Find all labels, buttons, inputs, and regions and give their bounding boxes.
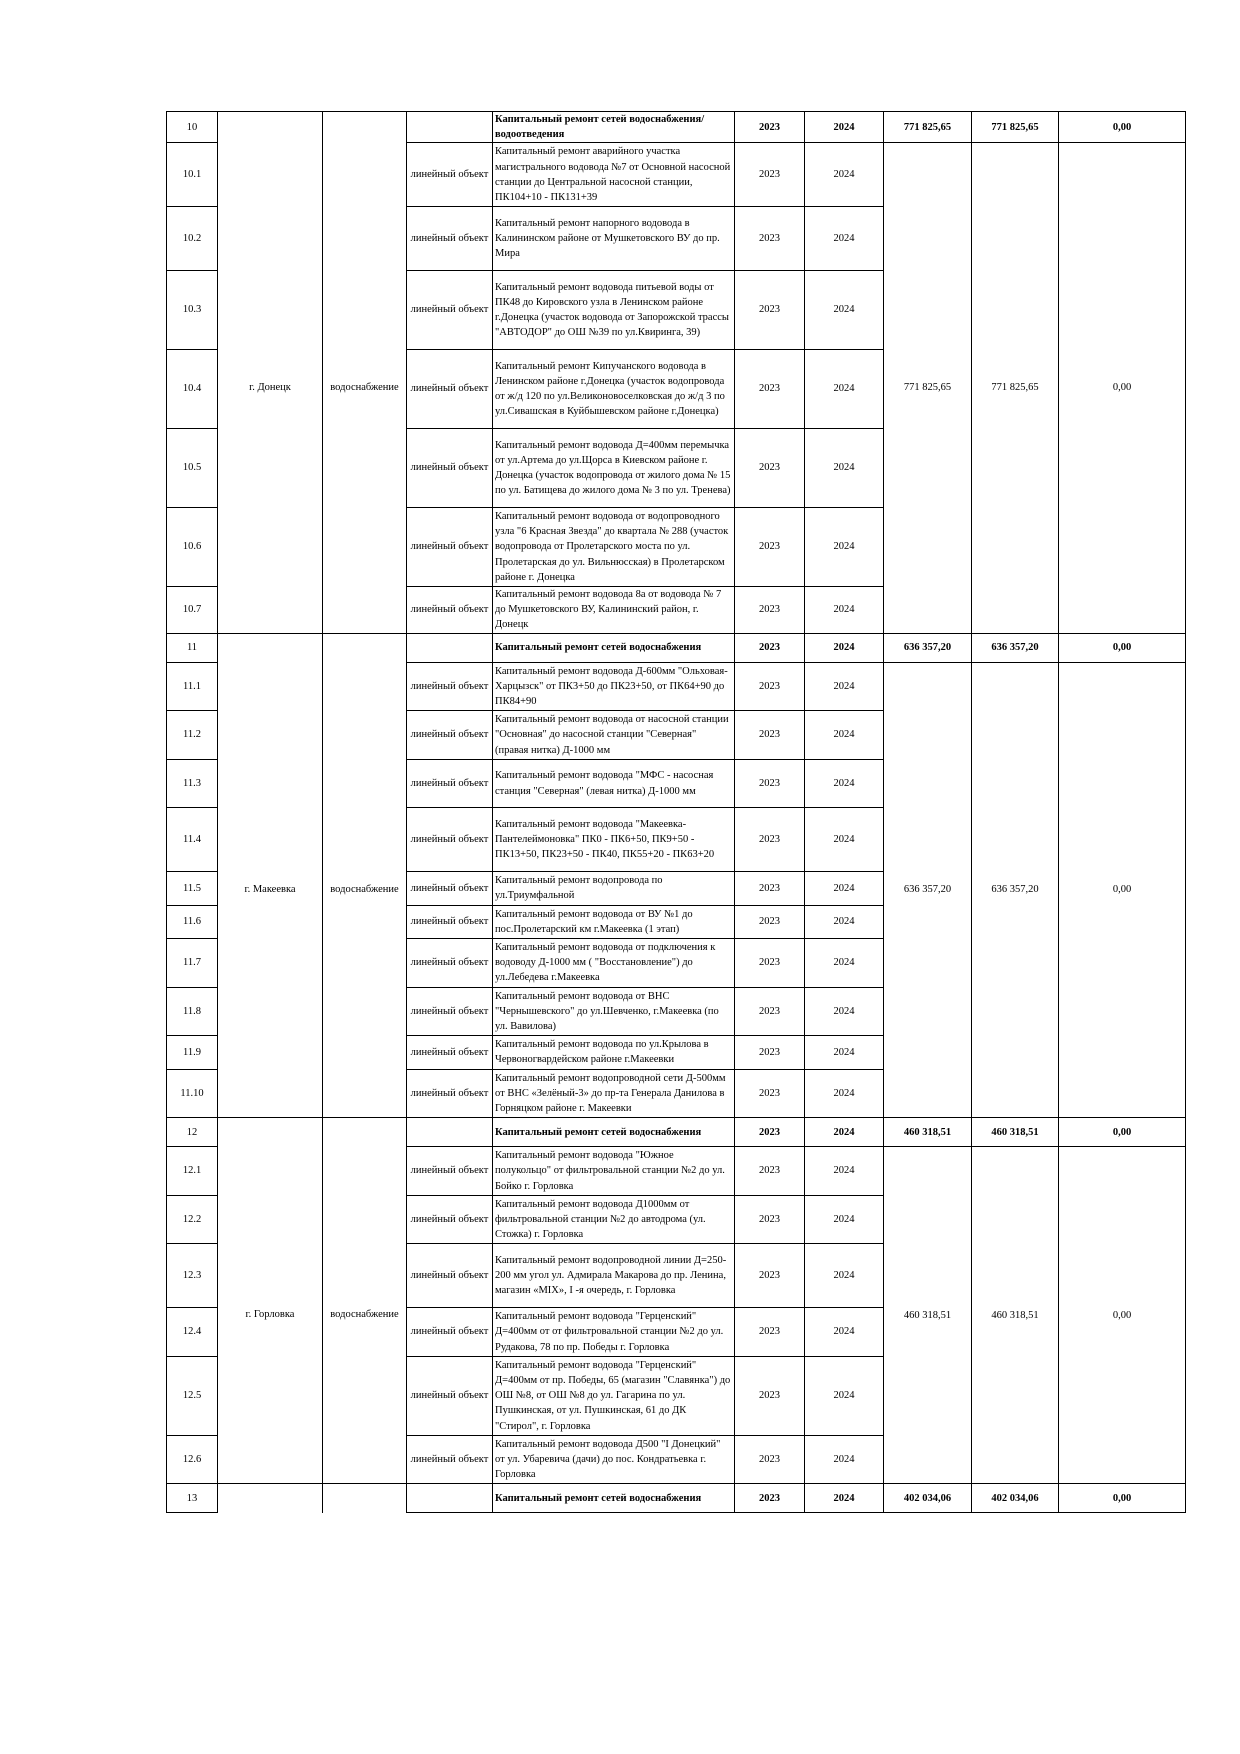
row-number: 12.6 — [167, 1435, 218, 1484]
row-number: 12.4 — [167, 1308, 218, 1357]
table-row — [167, 1147, 1186, 1196]
city-name: г. Горловка — [218, 1147, 323, 1484]
merged-sum-c: 0,00 — [1059, 1147, 1186, 1484]
year-end: 2024 — [805, 938, 884, 987]
year-start: 2023 — [735, 1195, 805, 1244]
city-cell-top — [218, 1484, 323, 1513]
work-description: Капитальный ремонт Кипучанского водовода в Ленинском районе г.Донецка (участок водопровода от ж/д 120 по ул.Великоновоселковская до ж/д 3 по ул.Сивашская в Куйбышевском районе г.Донецка) — [493, 350, 735, 429]
group-year-start: 2023 — [735, 633, 805, 662]
row-number: 11.10 — [167, 1069, 218, 1118]
city-cell-top — [218, 1118, 323, 1147]
row-number: 11.2 — [167, 711, 218, 760]
object-type: линейный объект — [407, 429, 493, 508]
year-end: 2024 — [805, 905, 884, 938]
year-end: 2024 — [805, 1147, 884, 1196]
group-sum-b: 460 318,51 — [972, 1118, 1059, 1147]
group-year-start: 2023 — [735, 112, 805, 143]
capital-repair-table — [166, 111, 1186, 1513]
object-type: линейный объект — [407, 711, 493, 760]
object-type: линейный объект — [407, 905, 493, 938]
table-row — [167, 662, 1186, 711]
work-description: Капитальный ремонт водовода по ул.Крылова в Червоногвардейском районе г.Макеевки — [493, 1036, 735, 1069]
merged-sum-b: 460 318,51 — [972, 1147, 1059, 1484]
group-year-start: 2023 — [735, 1484, 805, 1513]
category-cell-top — [323, 1118, 407, 1147]
row-number: 12.3 — [167, 1244, 218, 1308]
group-heading: Капитальный ремонт сетей водоснабжения — [493, 633, 735, 662]
year-end: 2024 — [805, 587, 884, 634]
year-start: 2023 — [735, 207, 805, 271]
object-type: линейный объект — [407, 1244, 493, 1308]
year-end: 2024 — [805, 1244, 884, 1308]
row-number: 10.2 — [167, 207, 218, 271]
year-end: 2024 — [805, 759, 884, 808]
row-number: 11.1 — [167, 662, 218, 711]
type-cell-empty — [407, 112, 493, 143]
row-number: 10.6 — [167, 508, 218, 587]
year-start: 2023 — [735, 759, 805, 808]
work-description: Капитальный ремонт водопроводной сети Д-500мм от ВНС «Зелёный-3» до пр-та Генерала Данилова в Горняцком районе г. Макеевки — [493, 1069, 735, 1118]
year-end: 2024 — [805, 350, 884, 429]
city-cell-top — [218, 633, 323, 662]
table-row — [167, 143, 1186, 207]
object-type: линейный объект — [407, 350, 493, 429]
year-end: 2024 — [805, 271, 884, 350]
year-start: 2023 — [735, 808, 805, 872]
work-description: Капитальный ремонт водовода "Герценский" Д=400мм от от фильтровальной станции №2 до ул. Рудакова, 78 по пр. Победы г. Горловка — [493, 1308, 735, 1357]
group-header-row — [167, 633, 1186, 662]
work-description: Капитальный ремонт водовода "Макеевка-Пантелеймоновка" ПК0 - ПК6+50, ПК9+50 - ПК13+50, ПК23+50 - ПК40, ПК55+20 - ПК63+20 — [493, 808, 735, 872]
merged-sum-a: 771 825,65 — [884, 143, 972, 633]
year-end: 2024 — [805, 207, 884, 271]
row-number: 11.8 — [167, 987, 218, 1036]
work-description: Капитальный ремонт водопровода по ул.Триумфальной — [493, 872, 735, 905]
object-type: линейный объект — [407, 808, 493, 872]
city-name: г. Донецк — [218, 143, 323, 633]
city-name: г. Макеевка — [218, 662, 323, 1118]
object-type: линейный объект — [407, 207, 493, 271]
year-start: 2023 — [735, 429, 805, 508]
row-number: 10.1 — [167, 143, 218, 207]
group-sum-c: 0,00 — [1059, 1484, 1186, 1513]
year-start: 2023 — [735, 587, 805, 634]
merged-sum-a: 460 318,51 — [884, 1147, 972, 1484]
year-start: 2023 — [735, 1435, 805, 1484]
group-header-row — [167, 1484, 1186, 1513]
row-number: 10.4 — [167, 350, 218, 429]
row-number: 11.3 — [167, 759, 218, 808]
work-description: Капитальный ремонт водовода Д=400мм перемычка от ул.Артема до ул.Щорса в Киевском районе г. Донецка (участок водопровода от жилого дома № 15 по ул. Батищева до жилого дома № 3 по ул. Тренева) — [493, 429, 735, 508]
year-end: 2024 — [805, 808, 884, 872]
year-start: 2023 — [735, 938, 805, 987]
year-start: 2023 — [735, 711, 805, 760]
group-header-row — [167, 1118, 1186, 1147]
group-sum-b: 771 825,65 — [972, 112, 1059, 143]
year-start: 2023 — [735, 662, 805, 711]
merged-sum-c: 0,00 — [1059, 662, 1186, 1118]
object-type: линейный объект — [407, 271, 493, 350]
object-type: линейный объект — [407, 938, 493, 987]
work-description: Капитальный ремонт водовода Д1000мм от фильтровальной станции №2 до автодрома (ул. Стожка) г. Горловка — [493, 1195, 735, 1244]
category-cell-top — [323, 112, 407, 143]
year-end: 2024 — [805, 429, 884, 508]
object-type: линейный объект — [407, 1069, 493, 1118]
group-heading: Капитальный ремонт сетей водоснабжения — [493, 1118, 735, 1147]
year-start: 2023 — [735, 987, 805, 1036]
category-name: водоснабжение — [323, 143, 407, 633]
work-description: Капитальный ремонт водовода "Южное полукольцо" от фильтровальной станции №2 до ул. Бойко г. Горловка — [493, 1147, 735, 1196]
row-number: 11.9 — [167, 1036, 218, 1069]
year-end: 2024 — [805, 1195, 884, 1244]
work-description: Капитальный ремонт водовода от ВУ №1 до пос.Пролетарский км г.Макеевка (1 этап) — [493, 905, 735, 938]
group-sum-a: 460 318,51 — [884, 1118, 972, 1147]
group-sum-a: 636 357,20 — [884, 633, 972, 662]
object-type: линейный объект — [407, 1356, 493, 1435]
year-end: 2024 — [805, 1036, 884, 1069]
work-description: Капитальный ремонт водовода от насосной станции "Основная" до насосной станции "Северная" (правая нитка) Д-1000 мм — [493, 711, 735, 760]
city-cell-top — [218, 112, 323, 143]
merged-sum-a: 636 357,20 — [884, 662, 972, 1118]
group-year-start: 2023 — [735, 1118, 805, 1147]
work-description: Капитальный ремонт водовода Д500 "I Донецкий" от ул. Убаревича (дачи) до пос. Кондратьевка г. Горловка — [493, 1435, 735, 1484]
type-cell-empty — [407, 1484, 493, 1513]
work-description: Капитальный ремонт аварийного участка магистрального водовода №7 от Основной насосной станции до Центральной насосной станции, ПК104+10 - ПК131+39 — [493, 143, 735, 207]
work-description: Капитальный ремонт водовода от водопроводного узла "6 Красная Звезда" до квартала № 288 (участок водопровода от Пролетарского моста по ул. Пролетарская до ул. Вильнюсская) в Пролетарском районе г. Донецка — [493, 508, 735, 587]
merged-sum-b: 636 357,20 — [972, 662, 1059, 1118]
year-start: 2023 — [735, 143, 805, 207]
work-description: Капитальный ремонт водопроводной линии Д=250-200 мм угол ул. Адмирала Макарова до пр. Ленина, магазин «MIX», I -я очередь, г. Горловка — [493, 1244, 735, 1308]
object-type: линейный объект — [407, 587, 493, 634]
year-end: 2024 — [805, 711, 884, 760]
group-sum-c: 0,00 — [1059, 112, 1186, 143]
year-start: 2023 — [735, 508, 805, 587]
row-number: 10.5 — [167, 429, 218, 508]
row-number: 12.2 — [167, 1195, 218, 1244]
object-type: линейный объект — [407, 1036, 493, 1069]
group-number: 10 — [167, 112, 218, 143]
year-end: 2024 — [805, 143, 884, 207]
row-number: 11.5 — [167, 872, 218, 905]
year-start: 2023 — [735, 1356, 805, 1435]
object-type: линейный объект — [407, 662, 493, 711]
object-type: линейный объект — [407, 987, 493, 1036]
group-sum-a: 771 825,65 — [884, 112, 972, 143]
group-sum-c: 0,00 — [1059, 1118, 1186, 1147]
work-description: Капитальный ремонт водовода 8а от водовода № 7 до Мушкетовского ВУ, Калининский район, г. Донецк — [493, 587, 735, 634]
year-start: 2023 — [735, 905, 805, 938]
work-description: Капитальный ремонт напорного водовода в Калининском районе от Мушкетовского ВУ до пр. Мира — [493, 207, 735, 271]
year-end: 2024 — [805, 1435, 884, 1484]
group-sum-c: 0,00 — [1059, 633, 1186, 662]
year-start: 2023 — [735, 1308, 805, 1357]
work-description: Капитальный ремонт водовода "МФС - насосная станция "Северная" (левая нитка) Д-1000 мм — [493, 759, 735, 808]
type-cell-empty — [407, 1118, 493, 1147]
object-type: линейный объект — [407, 1308, 493, 1357]
category-cell-top — [323, 1484, 407, 1513]
year-end: 2024 — [805, 1069, 884, 1118]
row-number: 11.7 — [167, 938, 218, 987]
type-cell-empty — [407, 633, 493, 662]
year-start: 2023 — [735, 1244, 805, 1308]
group-number: 12 — [167, 1118, 218, 1147]
row-number: 10.7 — [167, 587, 218, 634]
group-sum-b: 636 357,20 — [972, 633, 1059, 662]
year-start: 2023 — [735, 1147, 805, 1196]
work-description: Капитальный ремонт водовода "Герценский" Д=400мм от пр. Победы, 65 (магазин "Славянка") до ОШ №8, от ОШ №8 до ул. Гагарина по ул. Пушкинская, от ул. Пушкинская, 61 до ДК "Стирол", г. Горловка — [493, 1356, 735, 1435]
merged-sum-c: 0,00 — [1059, 143, 1186, 633]
group-heading: Капитальный ремонт сетей водоснабжения/водоотведения — [493, 112, 735, 143]
year-start: 2023 — [735, 1069, 805, 1118]
group-year-end: 2024 — [805, 633, 884, 662]
group-heading: Капитальный ремонт сетей водоснабжения — [493, 1484, 735, 1513]
object-type: линейный объект — [407, 143, 493, 207]
row-number: 12.5 — [167, 1356, 218, 1435]
work-description: Капитальный ремонт водовода питьевой воды от ПК48 до Кировского узла в Ленинском районе г.Донецка (участок водовода от Запорожской трассы "АВТОДОР" до ОШ №39 по ул.Квиринга, 39) — [493, 271, 735, 350]
group-sum-b: 402 034,06 — [972, 1484, 1059, 1513]
year-end: 2024 — [805, 508, 884, 587]
group-sum-a: 402 034,06 — [884, 1484, 972, 1513]
year-start: 2023 — [735, 271, 805, 350]
object-type: линейный объект — [407, 759, 493, 808]
group-year-end: 2024 — [805, 112, 884, 143]
object-type: линейный объект — [407, 1147, 493, 1196]
year-end: 2024 — [805, 1308, 884, 1357]
object-type: линейный объект — [407, 1435, 493, 1484]
group-header-row — [167, 112, 1186, 143]
merged-sum-b: 771 825,65 — [972, 143, 1059, 633]
year-end: 2024 — [805, 662, 884, 711]
year-end: 2024 — [805, 987, 884, 1036]
group-number: 11 — [167, 633, 218, 662]
category-name: водоснабжение — [323, 1147, 407, 1484]
object-type: линейный объект — [407, 1195, 493, 1244]
year-end: 2024 — [805, 1356, 884, 1435]
row-number: 11.6 — [167, 905, 218, 938]
category-name: водоснабжение — [323, 662, 407, 1118]
work-description: Капитальный ремонт водовода от ВНС "Чернышевского" до ул.Шевченко, г.Макеевка (по ул. Вавилова) — [493, 987, 735, 1036]
row-number: 10.3 — [167, 271, 218, 350]
object-type: линейный объект — [407, 872, 493, 905]
year-start: 2023 — [735, 350, 805, 429]
group-year-end: 2024 — [805, 1484, 884, 1513]
year-end: 2024 — [805, 872, 884, 905]
year-start: 2023 — [735, 1036, 805, 1069]
group-year-end: 2024 — [805, 1118, 884, 1147]
row-number: 11.4 — [167, 808, 218, 872]
object-type: линейный объект — [407, 508, 493, 587]
work-description: Капитальный ремонт водовода от подключения к водоводу Д-1000 мм ( "Восстановление") до ул.Лебедева г.Макеевка — [493, 938, 735, 987]
year-start: 2023 — [735, 872, 805, 905]
group-number: 13 — [167, 1484, 218, 1513]
work-description: Капитальный ремонт водовода Д-600мм "Ольховая-Харцызск" от ПК3+50 до ПК23+50, от ПК64+90 до ПК84+90 — [493, 662, 735, 711]
category-cell-top — [323, 633, 407, 662]
row-number: 12.1 — [167, 1147, 218, 1196]
